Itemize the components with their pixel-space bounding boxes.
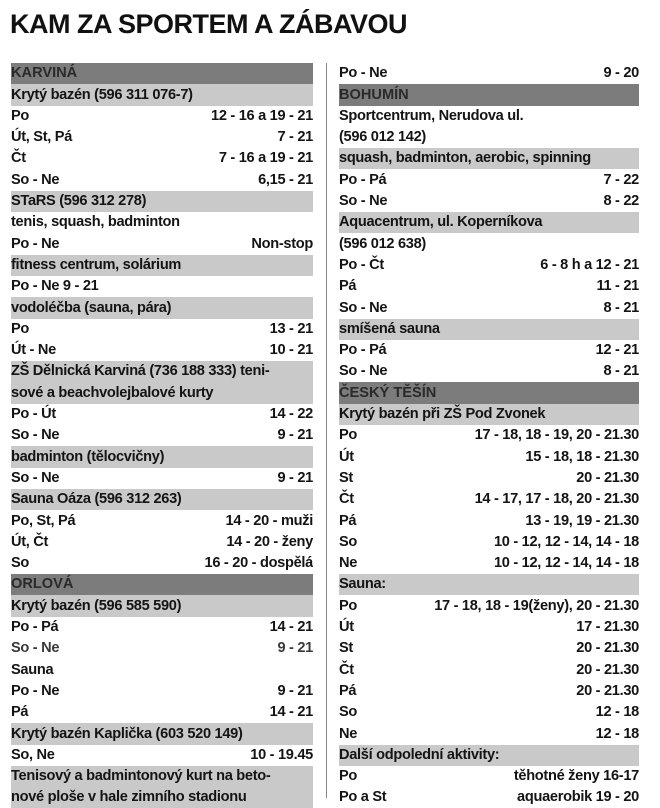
line-label: Aquacentrum, ul. Koperníkova	[339, 214, 543, 231]
line-label: Tenisový a badmintonový kurt na beto-	[11, 768, 271, 785]
schedule-day: Čt	[339, 661, 354, 678]
venue-heading	[11, 446, 313, 467]
schedule-row	[339, 595, 639, 616]
schedule-row	[339, 446, 639, 467]
schedule-hours: 12 - 16 a 19 - 21	[211, 107, 313, 124]
line-label: Krytý bazén (596 311 076-7)	[11, 86, 193, 103]
venue-heading	[339, 319, 639, 340]
page-title: KAM ZA SPORTEM A ZÁBAVOU	[10, 9, 407, 39]
schedule-day: Po - Pá	[339, 342, 387, 359]
line-label: Po - Ne 9 - 21	[11, 278, 99, 295]
schedule-day: So - Ne	[11, 640, 60, 657]
schedule-row	[339, 191, 639, 212]
schedule-day: Po - Ne	[11, 235, 60, 252]
schedule-day: Pá	[339, 278, 357, 295]
schedule-day: Út - Ne	[11, 342, 56, 359]
schedule-hours: 8 - 22	[603, 193, 639, 210]
text-line	[11, 212, 313, 233]
schedule-day: Pá	[339, 512, 357, 529]
line-label: STaRS (596 312 278)	[11, 193, 147, 210]
line-label: fitness centrum, solárium	[11, 256, 182, 273]
schedule-hours: 9 - 21	[277, 427, 313, 444]
schedule-row	[11, 468, 313, 489]
schedule-row	[339, 681, 639, 702]
schedule-row	[339, 340, 639, 361]
text-line	[11, 659, 313, 680]
schedule-day: Po - Ne	[339, 65, 388, 82]
right-column	[339, 63, 639, 808]
schedule-day: So, Ne	[11, 746, 55, 763]
schedule-row	[339, 468, 639, 489]
schedule-hours: 7 - 21	[277, 129, 313, 146]
schedule-day: So	[11, 555, 30, 572]
venue-heading	[339, 212, 639, 233]
schedule-day: Čt	[11, 150, 26, 167]
schedule-hours: 14 - 22	[269, 406, 313, 423]
schedule-day: Pá	[11, 704, 29, 721]
schedule-day: Po	[11, 107, 30, 124]
schedule-day: So	[339, 533, 358, 550]
schedule-hours: 12 - 18	[595, 725, 639, 742]
venue-heading	[339, 404, 639, 425]
schedule-day: Ne	[339, 725, 358, 742]
schedule-day: Út	[339, 448, 354, 465]
line-label: Sauna:	[339, 576, 386, 593]
line-label: smíšená sauna	[339, 320, 440, 337]
venue-heading	[339, 574, 639, 595]
schedule-row	[11, 553, 313, 574]
venue-heading	[11, 382, 313, 403]
left-column	[11, 63, 313, 808]
schedule-row	[11, 425, 313, 446]
schedule-hours: 9 - 21	[277, 640, 313, 657]
venue-heading	[11, 489, 313, 510]
schedule-row	[339, 553, 639, 574]
schedule-row	[339, 425, 639, 446]
venue-heading	[11, 766, 313, 787]
line-label: Sportcentrum, Nerudova ul.	[339, 107, 524, 124]
schedule-hours: 20 - 21.30	[576, 469, 639, 486]
schedule-row	[11, 404, 313, 425]
schedule-hours: 13 - 19, 19 - 21.30	[525, 512, 639, 529]
line-label: Krytý bazén Kaplička (603 520 149)	[11, 725, 243, 742]
schedule-hours: 14 - 20 - muži	[225, 512, 313, 529]
schedule-day: So - Ne	[11, 469, 60, 486]
schedule-day: So - Ne	[339, 193, 388, 210]
schedule-day: Ne	[339, 555, 358, 572]
schedule-day: Po - Út	[11, 406, 56, 423]
schedule-hours: 14 - 17, 17 - 18, 20 - 21.30	[474, 491, 639, 508]
schedule-hours: 17 - 21.30	[576, 619, 639, 636]
line-label: Sauna	[11, 661, 54, 678]
line-label: Krytý bazén (596 585 590)	[11, 597, 182, 614]
schedule-row	[339, 361, 639, 382]
line-label: Sauna Oáza (596 312 263)	[11, 491, 182, 508]
text-line	[339, 106, 639, 127]
schedule-day: St	[339, 469, 353, 486]
schedule-row	[11, 510, 313, 531]
line-label: (596 012 142)	[339, 129, 426, 146]
schedule-hours: 12 - 18	[595, 704, 639, 721]
schedule-row	[339, 63, 639, 84]
schedule-hours: 9 - 21	[277, 469, 313, 486]
schedule-day: Po	[339, 597, 358, 614]
schedule-row	[339, 510, 639, 531]
schedule-day: Čt	[339, 491, 354, 508]
schedule-hours: 14 - 21	[269, 704, 313, 721]
schedule-row	[339, 532, 639, 553]
schedule-hours: 14 - 20 - ženy	[226, 533, 313, 550]
schedule-hours: 11 - 21	[596, 278, 639, 295]
schedule-hours: 6 - 8 h a 12 - 21	[540, 256, 639, 273]
line-label: tenis, squash, badminton	[11, 214, 180, 231]
text-line	[339, 233, 639, 254]
venue-heading	[11, 595, 313, 616]
schedule-day: Po, St, Pá	[11, 512, 76, 529]
line-label: squash, badminton, aerobic, spinning	[339, 150, 591, 167]
schedule-day: Po a St	[339, 789, 387, 806]
schedule-day: Po - Čt	[339, 256, 384, 273]
schedule-day: Út, St, Pá	[11, 129, 73, 146]
line-label: KARVINÁ	[11, 65, 78, 82]
schedule-row	[339, 723, 639, 744]
schedule-row	[11, 148, 313, 169]
schedule-hours: 17 - 18, 18 - 19, 20 - 21.30	[474, 427, 639, 444]
schedule-hours: 10 - 19.45	[250, 746, 313, 763]
schedule-hours: 20 - 21.30	[576, 640, 639, 657]
line-label: badminton (tělocvičny)	[11, 448, 165, 465]
schedule-row	[339, 169, 639, 190]
schedule-row	[11, 340, 313, 361]
schedule-hours: 12 - 21	[595, 342, 639, 359]
venue-heading	[11, 297, 313, 318]
line-label: ZŠ Dělnická Karviná (736 188 333) teni-	[11, 363, 270, 380]
schedule-row	[11, 681, 313, 702]
schedule-hours: 10 - 21	[269, 342, 313, 359]
line-label: ORLOVÁ	[11, 576, 74, 593]
schedule-hours: aquaerobik 19 - 20	[517, 789, 639, 806]
line-label: sové a beachvolejbalové kurty	[11, 384, 214, 401]
venue-heading	[11, 191, 313, 212]
schedule-day: Po	[339, 768, 358, 785]
schedule-row	[339, 766, 639, 787]
schedule-day: Út, Čt	[11, 533, 49, 550]
schedule-row	[11, 169, 313, 190]
schedule-row	[11, 532, 313, 553]
schedule-day: St	[339, 640, 353, 657]
schedule-day: Po - Pá	[339, 171, 387, 188]
schedule-hours: 10 - 12, 12 - 14, 14 - 18	[493, 533, 639, 550]
schedule-hours: 6,15 - 21	[258, 171, 313, 188]
schedule-row	[339, 617, 639, 638]
venue-heading	[11, 255, 313, 276]
schedule-day: Po - Pá	[11, 619, 59, 636]
line-label: Další odpolední aktivity:	[339, 746, 500, 763]
venue-heading	[11, 84, 313, 105]
schedule-row	[11, 702, 313, 723]
schedule-row	[11, 745, 313, 766]
schedule-hours: Non-stop	[251, 235, 313, 252]
city-header	[11, 63, 313, 84]
schedule-hours: 20 - 21.30	[576, 661, 639, 678]
schedule-hours: 8 - 21	[603, 363, 639, 380]
column-divider	[326, 63, 327, 798]
schedule-day: So - Ne	[339, 363, 388, 380]
schedule-day: Po	[11, 320, 30, 337]
schedule-hours: 10 - 12, 12 - 14, 14 - 18	[493, 555, 639, 572]
schedule-hours: 9 - 20	[603, 65, 639, 82]
schedule-row	[11, 617, 313, 638]
schedule-row	[11, 127, 313, 148]
schedule-hours: 13 - 21	[269, 320, 313, 337]
schedule-row	[339, 297, 639, 318]
text-line	[339, 127, 639, 148]
line-label: (596 012 638)	[339, 235, 426, 252]
schedule-row	[11, 233, 313, 254]
schedule-hours: 20 - 21.30	[576, 682, 639, 699]
line-label: nové ploše v hale zimního stadionu	[11, 789, 247, 806]
schedule-hours: 7 - 22	[603, 171, 639, 188]
city-header	[339, 84, 639, 105]
schedule-hours: těhotné ženy 16-17	[513, 768, 639, 785]
schedule-day: Pá	[339, 682, 357, 699]
schedule-row	[11, 106, 313, 127]
schedule-hours: 7 - 16 a 19 - 21	[218, 150, 313, 167]
schedule-row	[339, 702, 639, 723]
schedule-hours: 9 - 21	[277, 682, 313, 699]
schedule-row	[339, 787, 639, 808]
venue-heading	[11, 787, 313, 808]
line-label: ČESKÝ TĚŠÍN	[339, 384, 437, 401]
schedule-day: So - Ne	[11, 171, 60, 188]
schedule-day: So - Ne	[339, 299, 388, 316]
schedule-day: So - Ne	[11, 427, 60, 444]
schedule-day: Út	[339, 619, 354, 636]
schedule-row	[339, 659, 639, 680]
schedule-hours: 17 - 18, 18 - 19(ženy), 20 - 21.30	[434, 597, 639, 614]
venue-heading	[11, 361, 313, 382]
venue-heading	[339, 148, 639, 169]
schedule-row	[339, 489, 639, 510]
city-header	[339, 382, 639, 403]
line-label: BOHUMÍN	[339, 86, 409, 103]
city-header	[11, 574, 313, 595]
schedule-hours: 15 - 18, 18 - 21.30	[525, 448, 639, 465]
schedule-hours: 14 - 21	[269, 619, 313, 636]
schedule-row	[11, 638, 313, 659]
line-label: vodoléčba (sauna, pára)	[11, 299, 172, 316]
schedule-hours: 16 - 20 - dospělá	[204, 555, 313, 572]
schedule-hours: 8 - 21	[603, 299, 639, 316]
schedule-row	[339, 276, 639, 297]
schedule-row	[339, 255, 639, 276]
venue-heading	[11, 723, 313, 744]
text-line	[11, 276, 313, 297]
schedule-day: Po - Ne	[11, 682, 60, 699]
schedule-day: Po	[339, 427, 358, 444]
line-label: Krytý bazén při ZŠ Pod Zvonek	[339, 406, 546, 423]
venue-heading	[339, 745, 639, 766]
schedule-day: So	[339, 704, 358, 721]
schedule-row	[339, 638, 639, 659]
schedule-row	[11, 319, 313, 340]
